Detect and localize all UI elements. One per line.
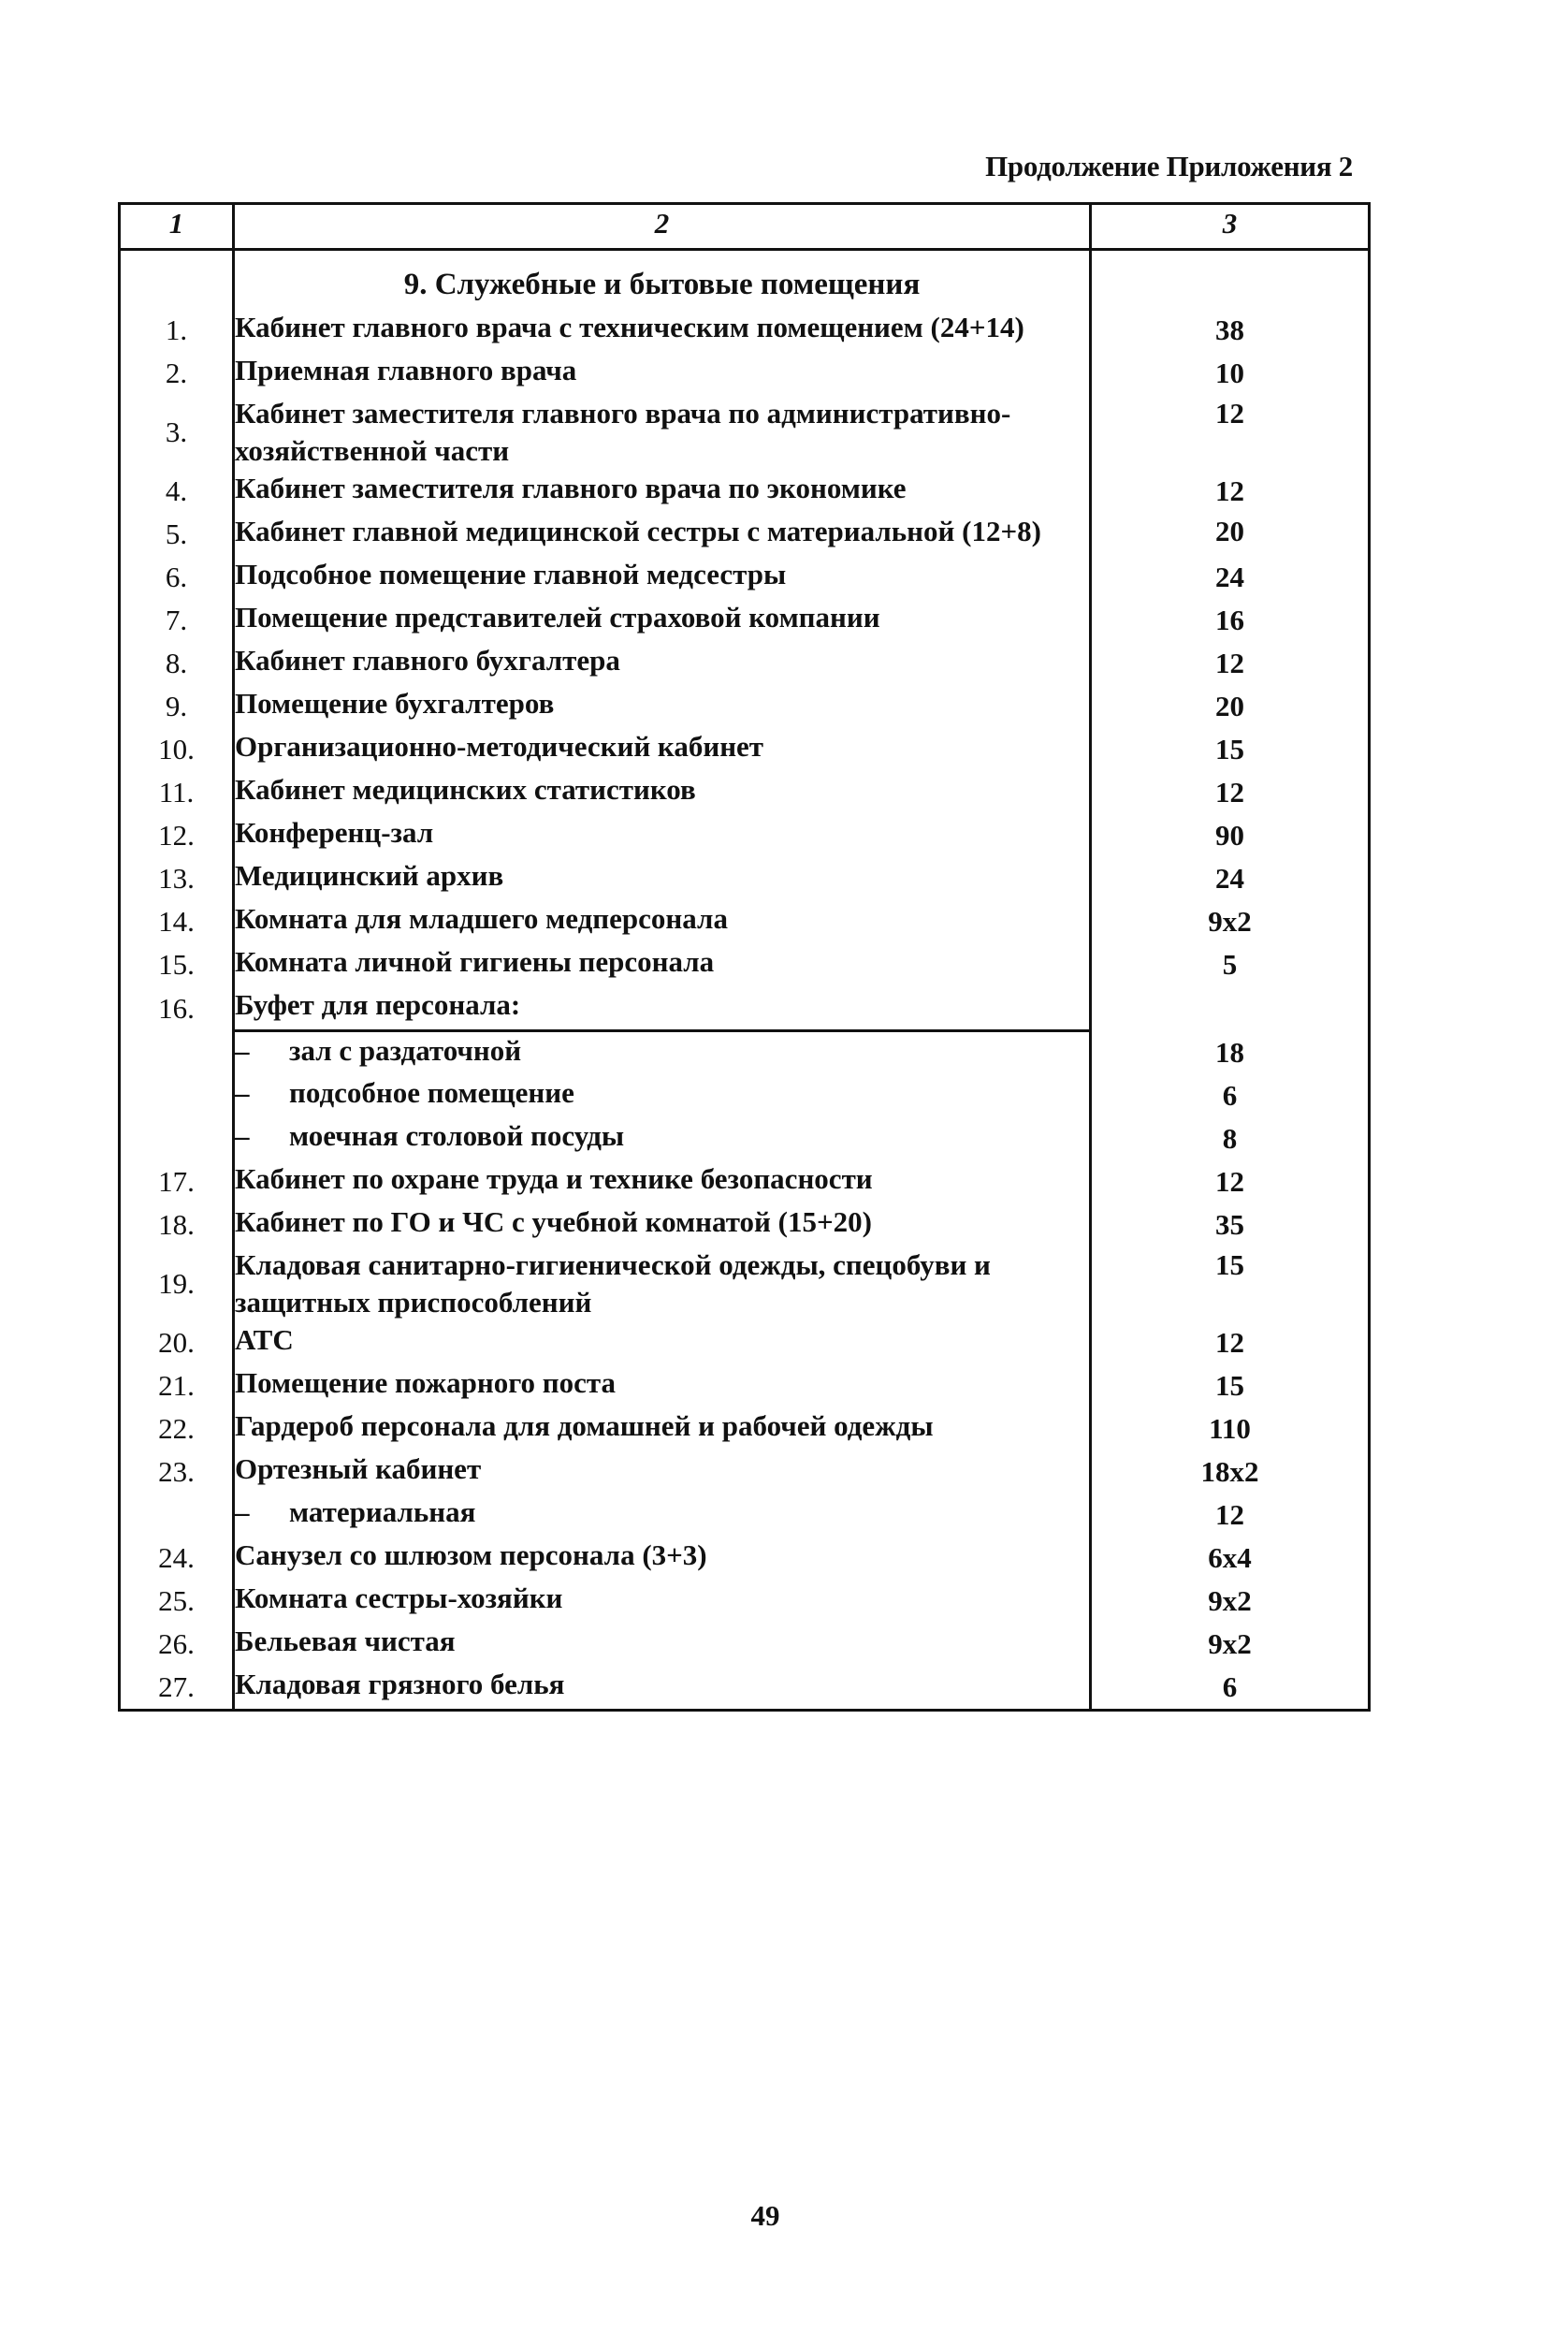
row-name: Санузел со шлюзом персонала (3+3) [234, 1537, 1091, 1580]
row-name: Комната сестры-хозяйки [234, 1580, 1091, 1623]
rooms-table [118, 202, 1371, 1712]
row-area: 12 [1091, 771, 1370, 814]
table-row [120, 1321, 1370, 1364]
row-number: 17. [120, 1160, 234, 1203]
column-header-area: 3 [1091, 204, 1370, 250]
table-body [120, 250, 1370, 1711]
row-number: 15. [120, 943, 234, 986]
row-number: 23. [120, 1450, 234, 1494]
row-number: 14. [120, 900, 234, 943]
row-number: 18. [120, 1203, 234, 1246]
row-number: 8. [120, 642, 234, 685]
row-area: 38 [1091, 309, 1370, 352]
table-row [120, 309, 1370, 352]
table-row [120, 470, 1370, 513]
section-title: 9. Служебные и бытовые помещения [234, 250, 1091, 310]
row-number: 5. [120, 513, 234, 556]
row-name: Ортезный кабинет [234, 1450, 1091, 1494]
table-row [120, 1537, 1370, 1580]
row-name: Кабинет заместителя главного врача по экономике [234, 470, 1091, 513]
table-header-row [120, 204, 1370, 250]
row-area: 15 [1091, 1246, 1370, 1321]
row-area: 110 [1091, 1407, 1370, 1450]
row-number: 16. [120, 986, 234, 1031]
row-number: 21. [120, 1364, 234, 1407]
row-number: 20. [120, 1321, 234, 1364]
row-area: 9x2 [1091, 1623, 1370, 1666]
row-name: Приемная главного врача [234, 352, 1091, 395]
continuation-label: Продолжение Приложения 2 [985, 150, 1353, 182]
row-subitem-label: подсобное помещение [289, 1075, 574, 1109]
row-subitem-label: моечная столовой посуды [289, 1118, 625, 1152]
table-row [120, 556, 1370, 599]
row-number: 25. [120, 1580, 234, 1623]
row-number: 4. [120, 470, 234, 513]
table-row [120, 1203, 1370, 1246]
row-area: 5 [1091, 943, 1370, 986]
row-area: 90 [1091, 814, 1370, 857]
table-row [120, 1117, 1370, 1160]
row-number: 22. [120, 1407, 234, 1450]
row-name: Кладовая грязного белья [234, 1666, 1091, 1711]
table-row [120, 728, 1370, 771]
row-number: 10. [120, 728, 234, 771]
row-area: 18 [1091, 1031, 1370, 1074]
row-area: 35 [1091, 1203, 1370, 1246]
row-number: 19. [120, 1246, 234, 1321]
row-area: 9x2 [1091, 1580, 1370, 1623]
row-name: Кабинет по ГО и ЧС с учебной комнатой (15+20) [234, 1203, 1091, 1246]
table-row [120, 395, 1370, 470]
table-row [120, 1364, 1370, 1407]
row-number: 7. [120, 599, 234, 642]
table-row [120, 986, 1370, 1031]
table-row [120, 599, 1370, 642]
row-area: 12 [1091, 1494, 1370, 1537]
row-number: 24. [120, 1537, 234, 1580]
row-subitem [234, 1494, 1091, 1537]
row-name: Кабинет главного врача с техническим помещением (24+14) [234, 309, 1091, 352]
row-number: 9. [120, 685, 234, 728]
row-name: Буфет для персонала: [234, 986, 1091, 1031]
row-name: Кабинет главного бухгалтера [234, 642, 1091, 685]
row-name: Кабинет медицинских статистиков [234, 771, 1091, 814]
table-row [120, 1450, 1370, 1494]
row-subitem [234, 1074, 1091, 1117]
row-subitem-label: зал с раздаточной [289, 1034, 522, 1067]
row-number [120, 1074, 234, 1117]
row-number [120, 1117, 234, 1160]
dash-marker: – [235, 1034, 250, 1067]
dash-marker: – [235, 1118, 250, 1152]
dash-marker: – [235, 1494, 250, 1528]
row-area: 20 [1091, 685, 1370, 728]
row-number: 2. [120, 352, 234, 395]
row-name: Организационно-методический кабинет [234, 728, 1091, 771]
column-header-name: 2 [234, 204, 1091, 250]
table-row [120, 943, 1370, 986]
section-title-row [120, 250, 1370, 310]
dash-marker: – [235, 1075, 250, 1109]
row-area: 12 [1091, 1160, 1370, 1203]
row-name: Кабинет главной медицинской сестры с материальной (12+8) [234, 513, 1091, 556]
row-name: Комната личной гигиены персонала [234, 943, 1091, 986]
table-row [120, 1407, 1370, 1450]
table-row [120, 685, 1370, 728]
row-area: 24 [1091, 857, 1370, 900]
row-area: 8 [1091, 1117, 1370, 1160]
row-number: 3. [120, 395, 234, 470]
table-row [120, 513, 1370, 556]
row-name: Комната для младшего медперсонала [234, 900, 1091, 943]
row-area: 15 [1091, 728, 1370, 771]
row-area: 12 [1091, 1321, 1370, 1364]
row-subitem [234, 1031, 1091, 1074]
row-area: 16 [1091, 599, 1370, 642]
row-name: Кабинет заместителя главного врача по административно-хозяйственной части [234, 395, 1091, 470]
table-row [120, 1580, 1370, 1623]
row-number [120, 1494, 234, 1537]
row-area: 20 [1091, 513, 1370, 556]
table-row [120, 814, 1370, 857]
row-number: 12. [120, 814, 234, 857]
row-area: 9x2 [1091, 900, 1370, 943]
row-area: 12 [1091, 470, 1370, 513]
table-row [120, 1494, 1370, 1537]
table-row [120, 1074, 1370, 1117]
page-number: 49 [750, 2199, 780, 2232]
row-area: 10 [1091, 352, 1370, 395]
table-row [120, 352, 1370, 395]
row-number: 1. [120, 309, 234, 352]
table-row [120, 1666, 1370, 1711]
row-number: 27. [120, 1666, 234, 1711]
table-row [120, 1246, 1370, 1321]
table-row [120, 857, 1370, 900]
row-area: 12 [1091, 642, 1370, 685]
row-subitem [234, 1117, 1091, 1160]
row-number: 26. [120, 1623, 234, 1666]
row-area: 12 [1091, 395, 1370, 470]
table-row [120, 1031, 1370, 1074]
row-name: Помещение бухгалтеров [234, 685, 1091, 728]
table-row [120, 900, 1370, 943]
row-area: 24 [1091, 556, 1370, 599]
row-area: 6x4 [1091, 1537, 1370, 1580]
row-area: 15 [1091, 1364, 1370, 1407]
table-row [120, 1623, 1370, 1666]
row-name: Кабинет по охране труда и технике безопасности [234, 1160, 1091, 1203]
table-row [120, 642, 1370, 685]
row-number: 6. [120, 556, 234, 599]
row-name: Бельевая чистая [234, 1623, 1091, 1666]
table-row [120, 1160, 1370, 1203]
row-number: 13. [120, 857, 234, 900]
row-name: Кладовая санитарно-гигиенической одежды, спецобуви и защитных приспособлений [234, 1246, 1091, 1321]
row-area: 6 [1091, 1666, 1370, 1711]
row-name: Подсобное помещение главной медсестры [234, 556, 1091, 599]
row-name: Помещение пожарного поста [234, 1364, 1091, 1407]
row-number: 11. [120, 771, 234, 814]
row-name: Гардероб персонала для домашней и рабочей одежды [234, 1407, 1091, 1450]
table-row [120, 771, 1370, 814]
row-area: 18x2 [1091, 1450, 1370, 1494]
row-area [1091, 986, 1370, 1031]
row-area: 6 [1091, 1074, 1370, 1117]
row-name: Конференц-зал [234, 814, 1091, 857]
column-header-number: 1 [120, 204, 234, 250]
row-number [120, 1031, 234, 1074]
row-name: Медицинский архив [234, 857, 1091, 900]
row-name: Помещение представителей страховой компании [234, 599, 1091, 642]
row-subitem-label: материальная [289, 1494, 476, 1528]
row-name: АТС [234, 1321, 1091, 1364]
